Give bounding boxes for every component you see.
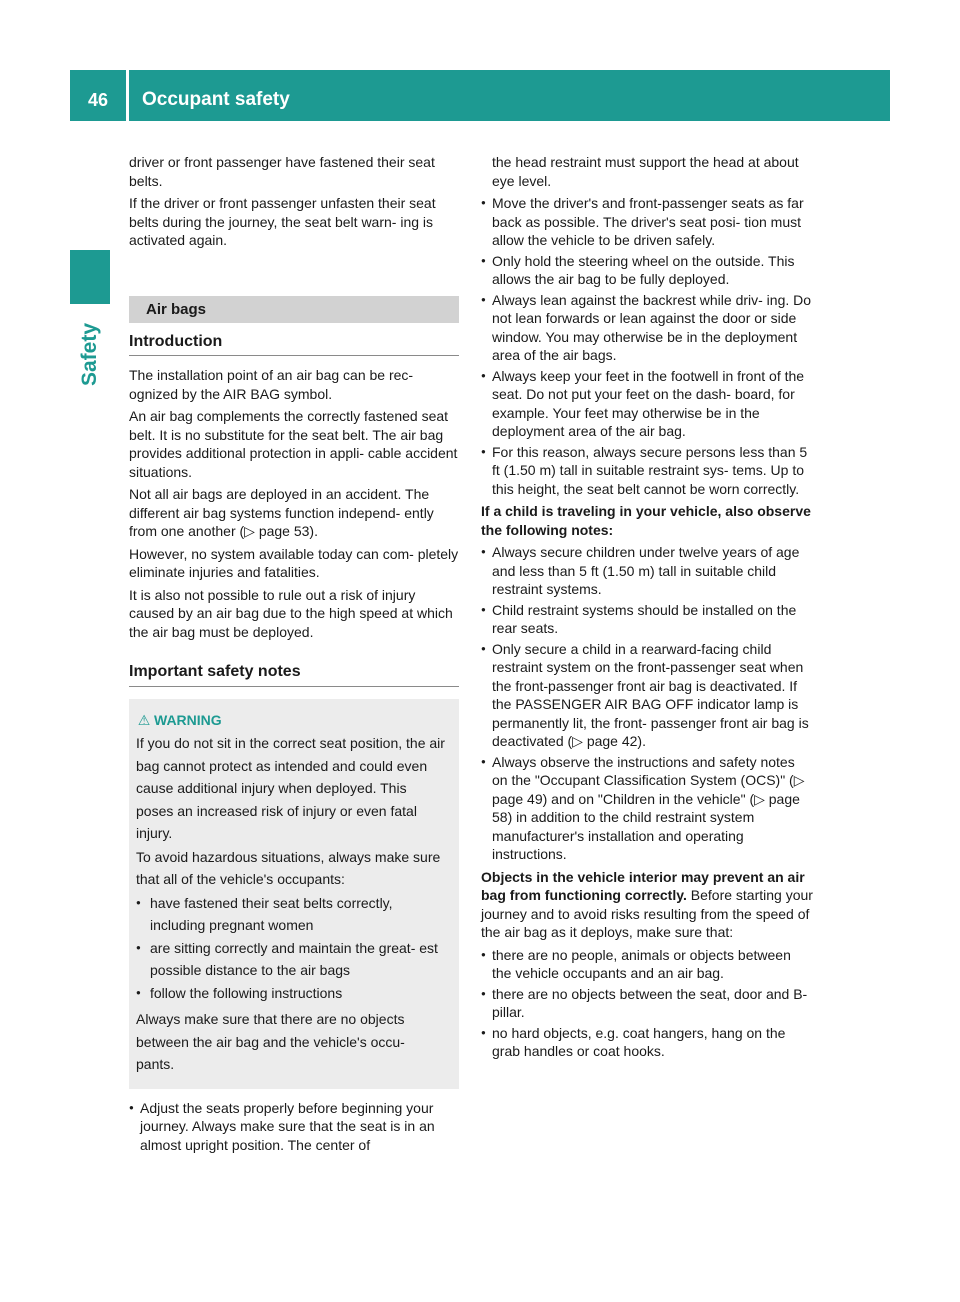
list-item: ● Adjust the seats properly before beginning your journey. Always make sure that the seat is in an almost upright position. The center of xyxy=(129,1099,459,1155)
bullet-list xyxy=(129,1099,459,1155)
list-item: ● there are no people, animals or objects between the vehicle occupants and an air bag. xyxy=(481,946,813,983)
list-item: ● follow the following instructions xyxy=(136,982,445,1005)
paragraph: If the driver or front passenger unfasten their seat belts during the journey, the seat belt warn- ing is activated again. xyxy=(129,195,436,248)
side-tab-marker xyxy=(70,250,110,304)
section-title: Occupant safety xyxy=(142,89,290,110)
page-header xyxy=(70,70,890,121)
paragraph: It is also not possible to rule out a risk of injury caused by an air bag due to the high speed at which the air bag must be deployed. xyxy=(129,586,453,640)
list-item: ● Always observe the instructions and safety notes on the "Occupant Classification System (OCS)" (▷ page 49) and on "Children in the vehicle" (▷ page 58) in addition to the child restraint system manufacturer's installation and operating instructions. xyxy=(481,753,813,864)
list-item: ● Child restraint systems should be installed on the rear seats. xyxy=(481,601,813,638)
list-item: ● Only secure a child in a rearward-facing child restraint system on the front-passenger seat when the front-passenger front air bag is deactivated. If the PASSENGER AIR BAG OFF indicator lamp is permanently lit, the front- passenger front air bag is deactivated (▷ page 42). xyxy=(481,640,813,751)
paragraph: However, no system available today can com- pletely eliminate injuries and fatalities. xyxy=(129,545,459,580)
bullet-list xyxy=(481,543,813,864)
left-column xyxy=(129,153,459,1158)
warning-triangle-icon: ⚠ xyxy=(137,711,151,728)
warning-bullet-list xyxy=(136,892,445,1005)
warning-text: To avoid hazardous situations, always make sure that all of the vehicle's occupants: xyxy=(136,848,441,887)
list-item: ● Only hold the steering wheel on the outside. This allows the air bag to be fully deployed. xyxy=(481,252,813,289)
section-band-air-bags: Air bags xyxy=(129,296,459,323)
paragraph: The installation point of an air bag can be rec- ognized by the AIR BAG symbol. xyxy=(129,367,414,402)
bold-heading-child: If a child is traveling in your vehicle, also observe the following notes: xyxy=(481,503,811,538)
header-divider xyxy=(126,70,129,121)
paragraph: An air bag complements the correctly fastened seat belt. It is no substitute for the seat belt. The air bag provides additional protection in appli- cable accident situations. xyxy=(129,408,458,480)
paragraph: driver or front passenger have fastened their seat belts. xyxy=(129,154,435,189)
list-item: ● there are no objects between the seat, door and B-pillar. xyxy=(481,985,813,1022)
side-chapter-label: Safety xyxy=(78,322,101,386)
list-item: ● Always secure children under twelve years of age and less than 5 ft (1.50 m) tall in suitable child restraint systems. xyxy=(481,543,813,599)
bullet-list xyxy=(481,946,813,1061)
bold-lead-objects: Objects in the vehicle interior may prevent an air bag from functioning correctly. xyxy=(481,868,805,903)
list-item: ● For this reason, always secure persons less than 5 ft (1.50 m) tall in suitable restraint sys- tems. Up to this height, the seat belt cannot be worn correctly. xyxy=(481,443,813,499)
warning-title: WARNING xyxy=(154,711,222,728)
list-item: ● Always keep your feet in the footwell in front of the seat. Do not put your feet on the dash- board, for example. Your feet may otherwise be in the deployment area of the air bag. xyxy=(481,367,813,441)
heading-important-safety-notes: Important safety notes xyxy=(129,663,459,687)
paragraph xyxy=(481,868,813,942)
warning-text: Always make sure that there are no objects between the air bag and the vehicle's occu- pants. xyxy=(136,1011,405,1072)
list-item: ● have fastened their seat belts correctly, including pregnant women xyxy=(136,892,445,937)
page-number: 46 xyxy=(87,90,109,110)
paragraph: Not all air bags are deployed in an accident. The different air bag systems function independ- ently from one another (▷ page 53). xyxy=(129,486,434,539)
warning-box xyxy=(129,699,459,1089)
list-item: ● no hard objects, e.g. coat hangers, hang on the grab handles or coat hooks. xyxy=(481,1024,813,1061)
heading-introduction: Introduction xyxy=(129,333,459,357)
list-item: ● are sitting correctly and maintain the great- est possible distance to the air bags xyxy=(136,937,445,982)
list-item: ● Move the driver's and front-passenger seats as far back as possible. The driver's seat posi- tion must allow the vehicle to be driven safely. xyxy=(481,194,813,250)
bullet-list xyxy=(481,194,813,498)
paragraph: the head restraint must support the head at about eye level. xyxy=(492,154,799,189)
objects-text: Before starting your journey and to avoid risks resulting from the speed of the air bag as it deploys, make sure that: xyxy=(481,887,813,940)
warning-text: If you do not sit in the correct seat position, the air bag cannot protect as intended and could even cause additional injury when deployed. This poses an increased risk of injury or even fatal injury. xyxy=(136,735,445,841)
right-column xyxy=(481,153,813,1065)
list-item: ● Always lean against the backrest while driv- ing. Do not lean forwards or lean against the door or side window. You may otherwise be in the deployment area of the air bags. xyxy=(481,291,813,365)
